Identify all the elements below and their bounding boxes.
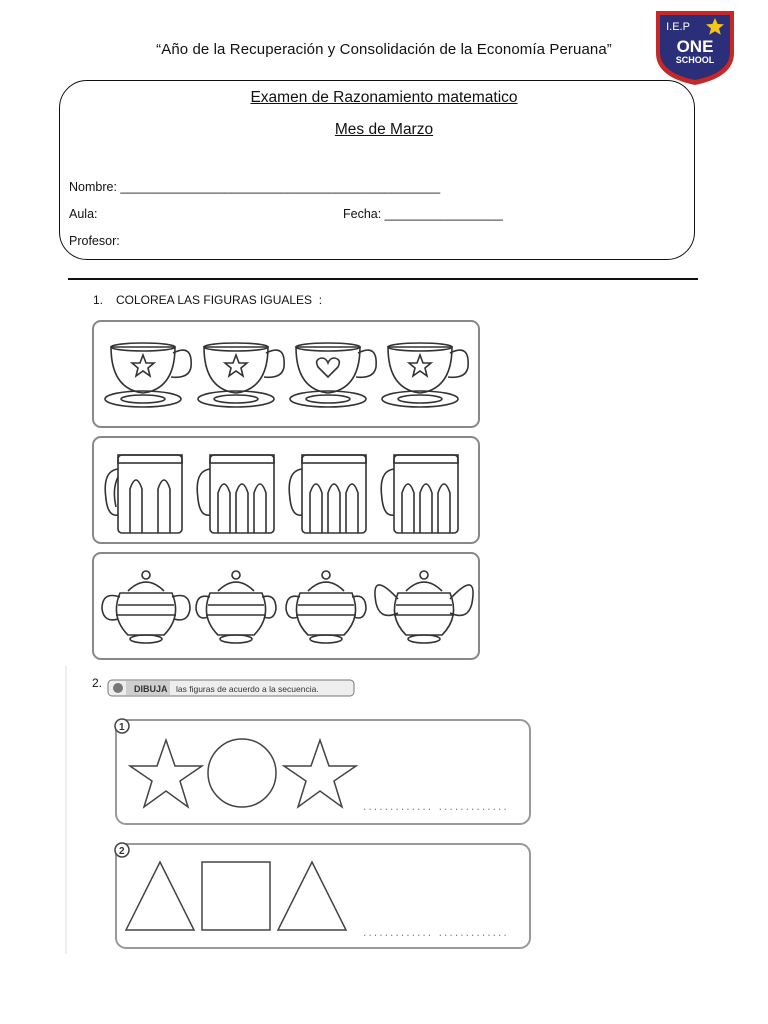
- cups-row: [93, 321, 479, 427]
- square-icon: [202, 862, 270, 930]
- fecha-field[interactable]: Fecha: _________________: [343, 207, 503, 221]
- exam-title: Examen de Razonamiento matematico: [250, 89, 518, 106]
- logo-sub: SCHOOL: [675, 55, 715, 65]
- sequence-1-blanks: ............. .............: [362, 803, 508, 813]
- section-divider: [68, 278, 698, 280]
- triangle-icon: [278, 862, 346, 930]
- matching-figures-exercise: [88, 313, 488, 665]
- bullet-icon: [113, 683, 123, 693]
- student-info-box: [59, 80, 695, 260]
- exam-month: Mes de Marzo: [334, 121, 434, 138]
- profesor-field[interactable]: Profesor:: [69, 234, 120, 248]
- logo-name: ONE: [676, 37, 714, 56]
- instruction-badge: DIBUJA: [134, 684, 168, 694]
- sequence-1-number: 1: [119, 722, 125, 733]
- logo-top-text: I.E.P: [666, 21, 690, 33]
- school-motto: “Año de la Recuperación y Consolidación de la Economía Peruana”: [156, 41, 612, 58]
- question-1-number: 1.: [93, 293, 104, 307]
- circle-icon: [208, 739, 276, 807]
- star-icon: [130, 740, 202, 807]
- sequence-2-blanks: ............. .............: [362, 929, 508, 939]
- sequence-2-number: 2: [119, 846, 125, 857]
- question-1-text: COLOREA LAS FIGURAS IGUALES :: [116, 293, 323, 307]
- nombre-field[interactable]: Nombre: ______________________________________________: [69, 180, 441, 194]
- star-icon: [284, 740, 356, 807]
- aula-field[interactable]: Aula:: [69, 207, 98, 221]
- school-logo: [652, 7, 738, 87]
- instruction-text: las figuras de acuerdo a la secuencia.: [176, 684, 319, 694]
- sequence-exercise: [64, 666, 538, 956]
- triangle-icon: [126, 862, 194, 930]
- question-2-number: 2.: [92, 676, 103, 690]
